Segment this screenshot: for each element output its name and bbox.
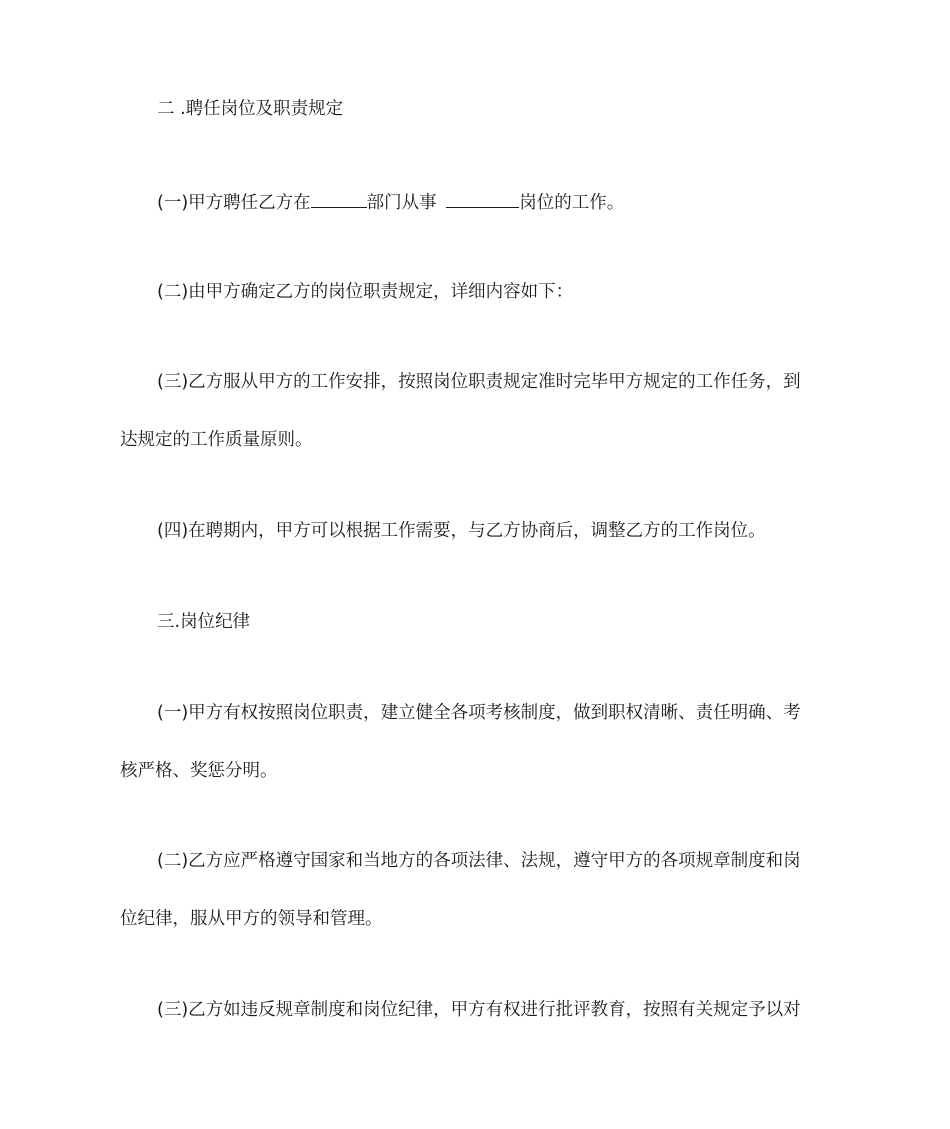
section-3-item-1-line-1: (一)甲方有权按照岗位职责，建立健全各项考核制度，做到职权清晰、责任明确、考: [157, 703, 801, 723]
position-blank-field[interactable]: [446, 189, 519, 208]
section-3-item-3-line-1: (三)乙方如违反规章制度和岗位纪律，甲方有权进行批评教育，按照有关规定予以对: [157, 1000, 801, 1020]
section-2-item-3-line-2: 达规定的工作质量原则。: [120, 430, 313, 450]
section-3-item-2-line-1: (二)乙方应严格遵守国家和当地方的各项法律、法规，遵守甲方的各项规章制度和岗: [157, 851, 801, 871]
department-blank-field[interactable]: [311, 189, 367, 208]
section-2-item-1: [157, 189, 624, 215]
item-1-text-end: 岗位的工作。: [519, 193, 625, 213]
section-2-heading: 二 .聘任岗位及职责规定: [157, 99, 344, 119]
section-2-item-3-line-1: (三)乙方服从甲方的工作安排，按照岗位职责规定准时完毕甲方规定的工作任务，到: [157, 372, 801, 392]
section-3-heading: 三.岗位纪律: [157, 612, 251, 632]
item-1-text-start: (一)甲方聘任乙方在: [157, 193, 311, 213]
item-1-text-middle: 部门从事: [366, 193, 443, 213]
section-2-item-2: (二)由甲方确定乙方的岗位职责规定，详细内容如下：: [157, 282, 574, 302]
section-3-item-1-line-2: 核严格、奖惩分明。: [120, 761, 278, 781]
section-2-item-4: (四)在聘期内，甲方可以根据工作需要，与乙方协商后，调整乙方的工作岗位。: [157, 521, 766, 541]
section-3-item-2-line-2: 位纪律，服从甲方的领导和管理。: [120, 909, 383, 929]
